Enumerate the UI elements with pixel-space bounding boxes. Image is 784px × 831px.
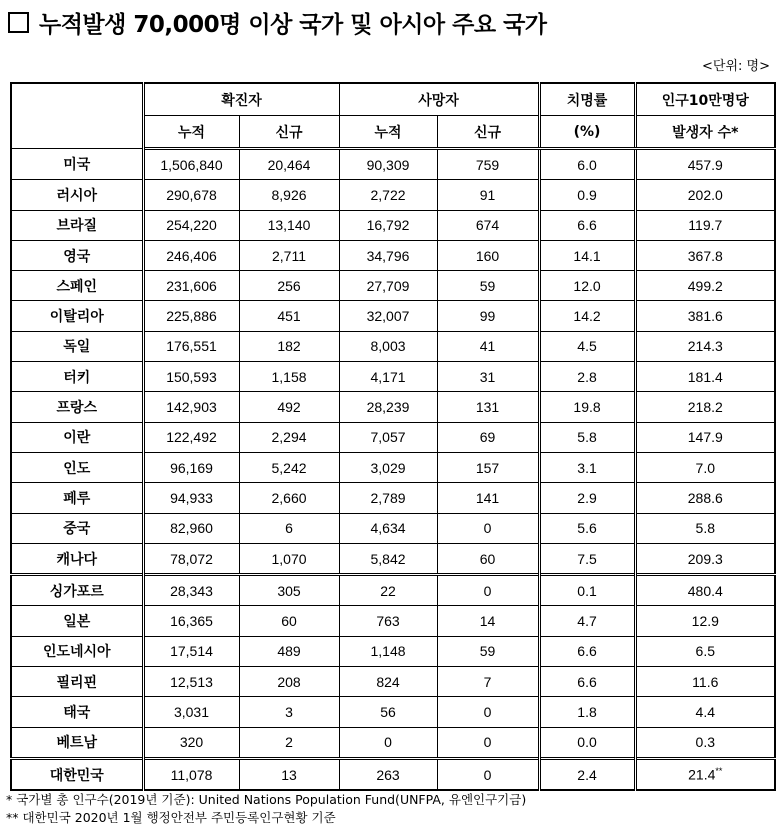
deaths-new-cell: 69 bbox=[437, 422, 539, 452]
cfr-cell: 5.8 bbox=[539, 422, 635, 452]
title-text: 누적발생 70,000명 이상 국가 및 아시아 주요 국가 bbox=[39, 12, 547, 38]
per100k-cell: 381.6 bbox=[635, 301, 775, 331]
deaths-cumulative-cell: 90,309 bbox=[339, 149, 437, 180]
deaths-cumulative-cell: 16,792 bbox=[339, 210, 437, 240]
confirmed-cumulative-cell: 254,220 bbox=[143, 210, 239, 240]
deaths-cumulative-cell: 8,003 bbox=[339, 331, 437, 361]
confirmed-new-cell: 489 bbox=[239, 636, 339, 666]
deaths-new-cell: 7 bbox=[437, 667, 539, 697]
table-row bbox=[11, 758, 775, 790]
country-cell: 중국 bbox=[11, 513, 143, 543]
confirmed-cumulative-cell: 12,513 bbox=[143, 667, 239, 697]
confirmed-cumulative-cell: 3,031 bbox=[143, 697, 239, 727]
cfr-cell: 4.7 bbox=[539, 606, 635, 636]
cfr-cell: 6.6 bbox=[539, 636, 635, 666]
table-row bbox=[11, 392, 775, 422]
country-cell: 페루 bbox=[11, 483, 143, 513]
deaths-cumulative-cell: 32,007 bbox=[339, 301, 437, 331]
table-row bbox=[11, 271, 775, 301]
header-confirmed-new: 신규 bbox=[239, 116, 339, 149]
table-row bbox=[11, 667, 775, 697]
deaths-cumulative-cell: 2,722 bbox=[339, 180, 437, 210]
country-cell: 영국 bbox=[11, 240, 143, 270]
deaths-new-cell: 674 bbox=[437, 210, 539, 240]
per100k-cell: 499.2 bbox=[635, 271, 775, 301]
table-row bbox=[11, 149, 775, 180]
header-per100k-line2: 발생자 수* bbox=[635, 116, 775, 149]
confirmed-new-cell: 2,660 bbox=[239, 483, 339, 513]
deaths-new-cell: 0 bbox=[437, 758, 539, 790]
confirmed-cumulative-cell: 96,169 bbox=[143, 452, 239, 482]
per100k-cell: 367.8 bbox=[635, 240, 775, 270]
table-row bbox=[11, 210, 775, 240]
per100k-cell: 4.4 bbox=[635, 697, 775, 727]
country-cell: 스페인 bbox=[11, 271, 143, 301]
confirmed-cumulative-cell: 290,678 bbox=[143, 180, 239, 210]
cfr-cell: 2.8 bbox=[539, 362, 635, 392]
confirmed-cumulative-cell: 231,606 bbox=[143, 271, 239, 301]
deaths-cumulative-cell: 824 bbox=[339, 667, 437, 697]
per100k-cell: 12.9 bbox=[635, 606, 775, 636]
per100k-cell: 181.4 bbox=[635, 362, 775, 392]
confirmed-new-cell: 13 bbox=[239, 758, 339, 790]
confirmed-new-cell: 5,242 bbox=[239, 452, 339, 482]
header-cfr-line2: (%) bbox=[539, 116, 635, 149]
confirmed-cumulative-cell: 150,593 bbox=[143, 362, 239, 392]
confirmed-new-cell: 451 bbox=[239, 301, 339, 331]
per100k-cell: 21.4** bbox=[635, 758, 775, 790]
country-cell: 태국 bbox=[11, 697, 143, 727]
header-confirmed: 확진자 bbox=[143, 83, 339, 116]
footnote-1: * 국가별 총 인구수(2019년 기준): United Nations Population Fund(UNFPA, 유엔인구기금) bbox=[6, 792, 527, 807]
per100k-cell: 0.3 bbox=[635, 727, 775, 758]
checkbox-square-icon bbox=[8, 12, 29, 33]
deaths-new-cell: 41 bbox=[437, 331, 539, 361]
confirmed-new-cell: 1,158 bbox=[239, 362, 339, 392]
country-cell: 베트남 bbox=[11, 727, 143, 758]
deaths-new-cell: 14 bbox=[437, 606, 539, 636]
table-row bbox=[11, 301, 775, 331]
cfr-cell: 5.6 bbox=[539, 513, 635, 543]
deaths-new-cell: 0 bbox=[437, 575, 539, 606]
table-row bbox=[11, 452, 775, 482]
deaths-cumulative-cell: 34,796 bbox=[339, 240, 437, 270]
per100k-cell: 202.0 bbox=[635, 180, 775, 210]
table-row bbox=[11, 513, 775, 543]
confirmed-new-cell: 182 bbox=[239, 331, 339, 361]
confirmed-new-cell: 6 bbox=[239, 513, 339, 543]
table-body bbox=[11, 149, 775, 791]
per100k-cell: 214.3 bbox=[635, 331, 775, 361]
confirmed-cumulative-cell: 320 bbox=[143, 727, 239, 758]
country-cell: 인도네시아 bbox=[11, 636, 143, 666]
confirmed-new-cell: 60 bbox=[239, 606, 339, 636]
per100k-cell: 11.6 bbox=[635, 667, 775, 697]
deaths-new-cell: 0 bbox=[437, 513, 539, 543]
cfr-cell: 14.2 bbox=[539, 301, 635, 331]
confirmed-new-cell: 492 bbox=[239, 392, 339, 422]
per100k-cell: 209.3 bbox=[635, 543, 775, 574]
per100k-cell: 480.4 bbox=[635, 575, 775, 606]
confirmed-new-cell: 2 bbox=[239, 727, 339, 758]
table-row bbox=[11, 180, 775, 210]
confirmed-cumulative-cell: 82,960 bbox=[143, 513, 239, 543]
header-confirmed-cum: 누적 bbox=[143, 116, 239, 149]
deaths-cumulative-cell: 27,709 bbox=[339, 271, 437, 301]
country-cell: 캐나다 bbox=[11, 543, 143, 574]
deaths-new-cell: 141 bbox=[437, 483, 539, 513]
confirmed-cumulative-cell: 1,506,840 bbox=[143, 149, 239, 180]
footnote-2: ** 대한민국 2020년 1월 행정안전부 주민등록인구현황 기준 bbox=[6, 810, 336, 825]
table-row bbox=[11, 636, 775, 666]
cfr-cell: 0.0 bbox=[539, 727, 635, 758]
country-cell: 대한민국 bbox=[11, 758, 143, 790]
deaths-new-cell: 0 bbox=[437, 697, 539, 727]
deaths-new-cell: 157 bbox=[437, 452, 539, 482]
table-row bbox=[11, 575, 775, 606]
per100k-cell: 7.0 bbox=[635, 452, 775, 482]
deaths-new-cell: 160 bbox=[437, 240, 539, 270]
table-row bbox=[11, 543, 775, 574]
table-row bbox=[11, 422, 775, 452]
confirmed-new-cell: 208 bbox=[239, 667, 339, 697]
confirmed-cumulative-cell: 176,551 bbox=[143, 331, 239, 361]
cfr-cell: 6.6 bbox=[539, 210, 635, 240]
country-cell: 이란 bbox=[11, 422, 143, 452]
confirmed-new-cell: 13,140 bbox=[239, 210, 339, 240]
cfr-cell: 7.5 bbox=[539, 543, 635, 574]
confirmed-cumulative-cell: 225,886 bbox=[143, 301, 239, 331]
country-cell: 터키 bbox=[11, 362, 143, 392]
deaths-cumulative-cell: 0 bbox=[339, 727, 437, 758]
deaths-cumulative-cell: 4,171 bbox=[339, 362, 437, 392]
cfr-cell: 6.0 bbox=[539, 149, 635, 180]
cfr-cell: 3.1 bbox=[539, 452, 635, 482]
cfr-cell: 0.1 bbox=[539, 575, 635, 606]
deaths-new-cell: 759 bbox=[437, 149, 539, 180]
per100k-cell: 147.9 bbox=[635, 422, 775, 452]
country-cell: 인도 bbox=[11, 452, 143, 482]
header-deaths-new: 신규 bbox=[437, 116, 539, 149]
table-header bbox=[11, 83, 775, 149]
deaths-cumulative-cell: 56 bbox=[339, 697, 437, 727]
deaths-new-cell: 91 bbox=[437, 180, 539, 210]
country-cell: 싱가포르 bbox=[11, 575, 143, 606]
country-cell: 이탈리아 bbox=[11, 301, 143, 331]
table-row bbox=[11, 727, 775, 758]
confirmed-cumulative-cell: 78,072 bbox=[143, 543, 239, 574]
confirmed-new-cell: 8,926 bbox=[239, 180, 339, 210]
confirmed-new-cell: 2,711 bbox=[239, 240, 339, 270]
country-cell: 미국 bbox=[11, 149, 143, 180]
cfr-cell: 2.9 bbox=[539, 483, 635, 513]
cfr-cell: 1.8 bbox=[539, 697, 635, 727]
table-row bbox=[11, 697, 775, 727]
confirmed-cumulative-cell: 246,406 bbox=[143, 240, 239, 270]
deaths-new-cell: 31 bbox=[437, 362, 539, 392]
table-row bbox=[11, 606, 775, 636]
confirmed-new-cell: 3 bbox=[239, 697, 339, 727]
deaths-cumulative-cell: 763 bbox=[339, 606, 437, 636]
confirmed-cumulative-cell: 142,903 bbox=[143, 392, 239, 422]
country-cell: 프랑스 bbox=[11, 392, 143, 422]
confirmed-new-cell: 305 bbox=[239, 575, 339, 606]
table-row bbox=[11, 240, 775, 270]
deaths-cumulative-cell: 22 bbox=[339, 575, 437, 606]
header-country bbox=[11, 83, 143, 149]
confirmed-new-cell: 256 bbox=[239, 271, 339, 301]
confirmed-new-cell: 2,294 bbox=[239, 422, 339, 452]
confirmed-cumulative-cell: 94,933 bbox=[143, 483, 239, 513]
deaths-cumulative-cell: 28,239 bbox=[339, 392, 437, 422]
deaths-cumulative-cell: 1,148 bbox=[339, 636, 437, 666]
header-deaths: 사망자 bbox=[339, 83, 539, 116]
per100k-cell: 6.5 bbox=[635, 636, 775, 666]
cfr-cell: 4.5 bbox=[539, 331, 635, 361]
deaths-new-cell: 99 bbox=[437, 301, 539, 331]
per100k-cell: 5.8 bbox=[635, 513, 775, 543]
deaths-cumulative-cell: 2,789 bbox=[339, 483, 437, 513]
header-cfr-line1: 치명률 bbox=[539, 83, 635, 116]
country-cell: 러시아 bbox=[11, 180, 143, 210]
country-cell: 일본 bbox=[11, 606, 143, 636]
deaths-new-cell: 59 bbox=[437, 636, 539, 666]
deaths-cumulative-cell: 7,057 bbox=[339, 422, 437, 452]
deaths-new-cell: 59 bbox=[437, 271, 539, 301]
confirmed-new-cell: 1,070 bbox=[239, 543, 339, 574]
table-row bbox=[11, 362, 775, 392]
confirmed-new-cell: 20,464 bbox=[239, 149, 339, 180]
covid-table bbox=[10, 82, 776, 791]
deaths-cumulative-cell: 3,029 bbox=[339, 452, 437, 482]
unit-label: <단위: 명> bbox=[702, 59, 770, 74]
cfr-cell: 2.4 bbox=[539, 758, 635, 790]
header-deaths-cum: 누적 bbox=[339, 116, 437, 149]
deaths-cumulative-cell: 5,842 bbox=[339, 543, 437, 574]
cfr-cell: 0.9 bbox=[539, 180, 635, 210]
table-row bbox=[11, 331, 775, 361]
country-cell: 독일 bbox=[11, 331, 143, 361]
country-cell: 필리핀 bbox=[11, 667, 143, 697]
per100k-cell: 457.9 bbox=[635, 149, 775, 180]
cfr-cell: 6.6 bbox=[539, 667, 635, 697]
page-title bbox=[8, 6, 547, 39]
confirmed-cumulative-cell: 17,514 bbox=[143, 636, 239, 666]
per100k-cell: 119.7 bbox=[635, 210, 775, 240]
per100k-cell: 288.6 bbox=[635, 483, 775, 513]
cfr-cell: 19.8 bbox=[539, 392, 635, 422]
header-per100k-line1: 인구10만명당 bbox=[635, 83, 775, 116]
confirmed-cumulative-cell: 16,365 bbox=[143, 606, 239, 636]
confirmed-cumulative-cell: 122,492 bbox=[143, 422, 239, 452]
confirmed-cumulative-cell: 28,343 bbox=[143, 575, 239, 606]
country-cell: 브라질 bbox=[11, 210, 143, 240]
cfr-cell: 14.1 bbox=[539, 240, 635, 270]
cfr-cell: 12.0 bbox=[539, 271, 635, 301]
deaths-cumulative-cell: 4,634 bbox=[339, 513, 437, 543]
per100k-cell: 218.2 bbox=[635, 392, 775, 422]
confirmed-cumulative-cell: 11,078 bbox=[143, 758, 239, 790]
deaths-new-cell: 0 bbox=[437, 727, 539, 758]
table-row bbox=[11, 483, 775, 513]
deaths-new-cell: 131 bbox=[437, 392, 539, 422]
footnote-marker: ** bbox=[715, 766, 723, 777]
deaths-new-cell: 60 bbox=[437, 543, 539, 574]
deaths-cumulative-cell: 263 bbox=[339, 758, 437, 790]
